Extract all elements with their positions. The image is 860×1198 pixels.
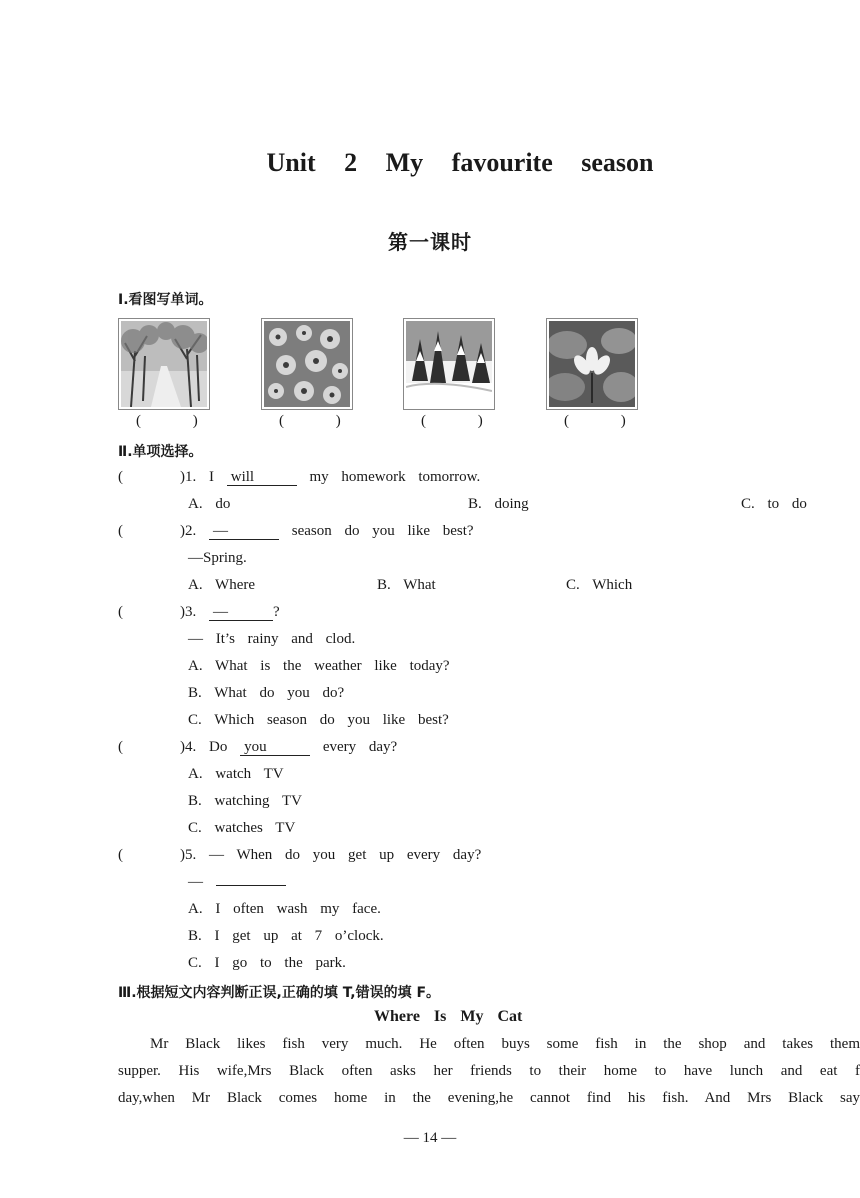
q3-blank[interactable]: — [209, 605, 273, 621]
q4-answer-paren[interactable]: ( [118, 739, 123, 755]
q4-post: every day? [322, 739, 398, 755]
q4-blank[interactable]: you [240, 740, 310, 756]
q3-option-a[interactable]: A. What is the weather like today? [188, 658, 450, 674]
q3-answer-paren[interactable]: ( [118, 604, 123, 620]
story-line-3: day,when Mr Black comes home in the evening,he cannot find his fish. And Mrs Black say [118, 1090, 860, 1106]
q5-stem [180, 847, 481, 864]
q2-stem [180, 523, 474, 540]
q2-post: season do you like best? [291, 523, 474, 539]
q2-option-b[interactable]: B. What [377, 577, 436, 593]
q1-number: )1. [180, 469, 197, 485]
picture-spring-blossoms [261, 318, 353, 410]
q2-number: )2. [180, 523, 197, 539]
q2-blank[interactable]: — [209, 524, 279, 540]
story-title: Where Is My Cat [374, 1008, 523, 1025]
q4-option-a[interactable]: A. watch TV [188, 766, 284, 782]
section-2-heading: Ⅱ.单项选择。 [118, 444, 203, 460]
q3-answer-line: — It’s rainy and clod. [188, 631, 356, 647]
page-number: — 14 — [403, 1130, 457, 1146]
q3-post: ? [273, 604, 280, 620]
q4-stem [180, 739, 397, 756]
q5-option-c[interactable]: C. I go to the park. [188, 955, 346, 971]
q5-number: )5. [180, 847, 197, 863]
q1-option-c[interactable]: C. to do [741, 496, 807, 512]
q5-pre: — When do you get up every day? [209, 847, 482, 863]
picture-snowy-trees [403, 318, 495, 410]
q1-blank[interactable]: will [227, 470, 297, 486]
page-title: Unit 2 My favourite season [266, 148, 654, 177]
q3-stem [180, 604, 280, 621]
q2-answer-line: —Spring. [188, 550, 247, 566]
q5-option-b[interactable]: B. I get up at 7 o’clock. [188, 928, 384, 944]
picture-2-answer-paren[interactable]: ( ) [279, 413, 341, 429]
picture-3-answer-paren[interactable]: ( ) [421, 413, 483, 429]
picture-4-answer-paren[interactable]: ( ) [564, 413, 626, 429]
q3-number: )3. [180, 604, 197, 620]
q3-option-c[interactable]: C. Which season do you like best? [188, 712, 449, 728]
q1-pre: I [209, 469, 214, 485]
q2-option-c[interactable]: C. Which [566, 577, 633, 593]
q1-option-a[interactable]: A. do [188, 496, 231, 512]
q1-option-b[interactable]: B. doing [468, 496, 529, 512]
q5-answer-paren[interactable]: ( [118, 847, 123, 863]
story-line-2: supper. His wife,Mrs Black often asks her friends to their home to have lunch and eat f [118, 1063, 860, 1079]
q4-option-b[interactable]: B. watching TV [188, 793, 302, 809]
q4-pre: Do [209, 739, 228, 755]
section-3-heading: Ⅲ.根据短文内容判断正误,正确的填 T,错误的填 F。 [118, 985, 441, 1001]
q1-post: my homework tomorrow. [309, 469, 481, 485]
q5-option-a[interactable]: A. I often wash my face. [188, 901, 381, 917]
q4-option-c[interactable]: C. watches TV [188, 820, 296, 836]
picture-winter-trees [118, 318, 210, 410]
q5-answer-dash: — [188, 874, 203, 890]
q1-answer-paren[interactable]: ( [118, 469, 123, 485]
q1-stem [180, 469, 480, 486]
q2-option-a[interactable]: A. Where [188, 577, 256, 593]
lesson-subtitle: 第一课时 [388, 230, 472, 254]
q3-option-b[interactable]: B. What do you do? [188, 685, 345, 701]
q5-blank[interactable] [216, 885, 286, 886]
section-1-heading: Ⅰ.看图写单词。 [118, 292, 213, 308]
picture-summer-lotus [546, 318, 638, 410]
q4-number: )4. [180, 739, 197, 755]
q2-answer-paren[interactable]: ( [118, 523, 123, 539]
q5-answer-line [188, 874, 286, 891]
story-line-1: Mr Black likes fish very much. He often buys some fish in the shop and takes them [150, 1036, 860, 1052]
picture-1-answer-paren[interactable]: ( ) [136, 413, 198, 429]
